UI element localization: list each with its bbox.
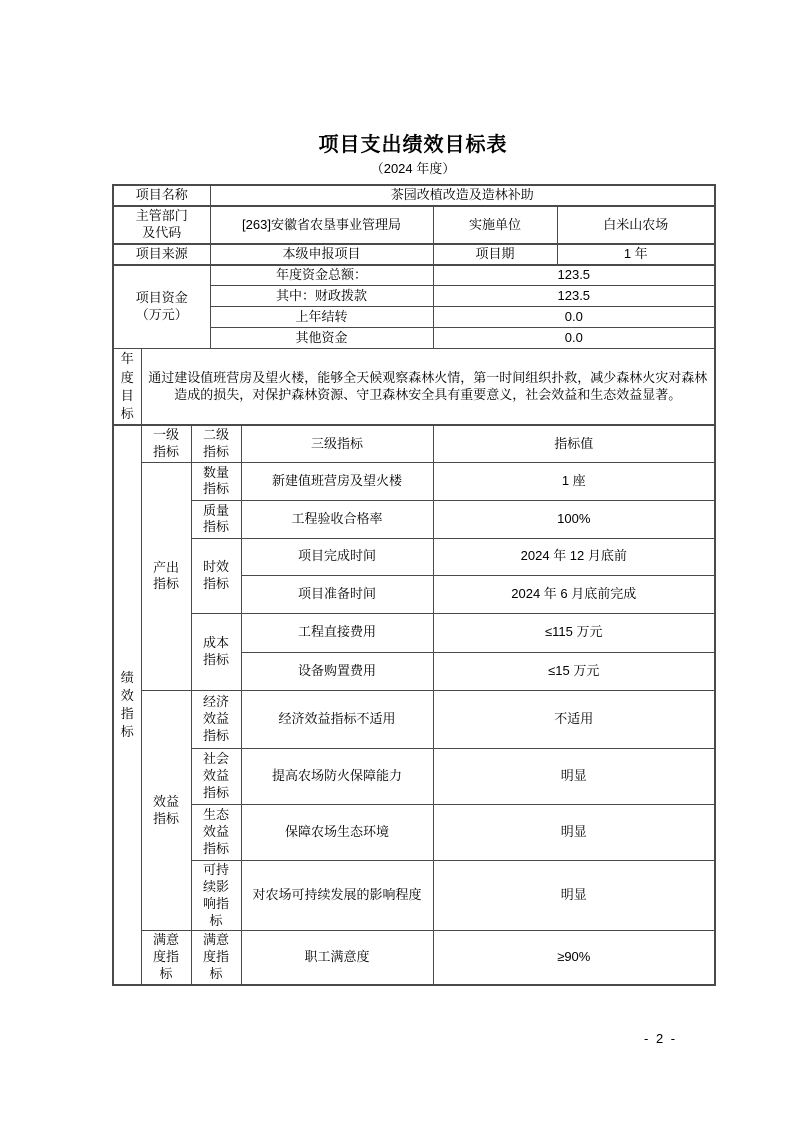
level2-social-text: 社会效益指标 [203, 751, 230, 800]
level2-quality [191, 500, 241, 538]
header-level2-text: 二级指标 [203, 427, 230, 459]
level2-sustainability [191, 860, 241, 931]
value-quantity: 1 座 [433, 462, 715, 500]
value-satisfaction: ≥90% [433, 931, 715, 985]
value-time-complete: 2024 年 12 月底前 [433, 538, 715, 575]
header-level3: 三级指标 [241, 425, 433, 462]
level2-quantity-text: 数量指标 [203, 464, 230, 497]
indicators-side-label-text: 绩效指标 [120, 669, 134, 740]
level3-satisfaction: 职工满意度 [241, 931, 433, 985]
level1-output [141, 462, 191, 690]
row-annual-goal [113, 349, 715, 425]
row-ecological [113, 804, 715, 860]
row-quality [113, 500, 715, 538]
level3-quality: 工程验收合格率 [241, 500, 433, 538]
level2-ecological-text: 生态效益指标 [203, 807, 230, 856]
row-sustainability [113, 860, 715, 931]
fund-total-label: 年度资金总额： [210, 265, 433, 286]
row-time-complete [113, 538, 715, 575]
level3-economic: 经济效益指标不适用 [241, 690, 433, 748]
level3-social: 提高农场防火保障能力 [241, 748, 433, 804]
value-sustainability: 明显 [433, 860, 715, 931]
source-value: 本级申报项目 [210, 244, 433, 265]
level1-output-text: 产出指标 [152, 559, 179, 592]
row-fund-total [113, 265, 715, 286]
department-label [113, 206, 210, 244]
project-name-label: 项目名称 [113, 185, 210, 206]
row-source [113, 244, 715, 265]
header-level1 [141, 425, 191, 462]
level3-sustainability: 对农场可持续发展的影响程度 [241, 860, 433, 931]
level3-cost-project: 工程直接费用 [241, 613, 433, 652]
level2-quality-text: 质量指标 [203, 502, 230, 535]
project-name-value: 茶园改植改造及造林补助 [210, 185, 715, 206]
level2-social [191, 748, 241, 804]
row-social [113, 748, 715, 804]
funds-label-text: 项目资金（万元） [135, 290, 188, 323]
impl-unit-label: 实施单位 [433, 206, 557, 244]
value-ecological: 明显 [433, 804, 715, 860]
level1-benefit [141, 690, 191, 931]
level2-satisfaction [191, 931, 241, 985]
value-cost-equipment: ≤15 万元 [433, 652, 715, 690]
fund-other-value: 0.0 [433, 328, 715, 349]
annual-goal-text: 通过建设值班营房及望火楼，能够全天候观察森林火情，第一时间组织扑救，减少森林火灾对森林造成的损失，对保护森林资源、守卫森林安全具有重要意义，社会效益和生态效益显著。 [141, 349, 715, 425]
level3-time-complete: 项目完成时间 [241, 538, 433, 575]
fund-fiscal-value: 123.5 [433, 286, 715, 307]
fund-total-value: 123.5 [433, 265, 715, 286]
level2-cost [191, 613, 241, 690]
funds-label [113, 265, 210, 349]
level2-ecological [191, 804, 241, 860]
row-economic [113, 690, 715, 748]
level2-economic-text: 经济效益指标 [203, 694, 230, 743]
document-subtitle: （2024 年度） [370, 161, 456, 176]
page-number: - 2 - [644, 1031, 678, 1046]
level1-benefit-text: 效益指标 [152, 793, 179, 826]
performance-target-table [112, 184, 716, 986]
document-page [112, 0, 714, 986]
level1-satisfaction-text: 满意度指标 [152, 932, 179, 982]
level2-timeliness [191, 538, 241, 613]
header-value: 指标值 [433, 425, 715, 462]
level2-satisfaction-text: 满意度指标 [203, 932, 230, 982]
level2-economic [191, 690, 241, 748]
row-quantity [113, 462, 715, 500]
level3-ecological: 保障农场生态环境 [241, 804, 433, 860]
level2-cost-text: 成本指标 [203, 635, 230, 667]
fund-other-label: 其他资金 [210, 328, 433, 349]
level3-cost-equipment: 设备购置费用 [241, 652, 433, 690]
level3-time-prepare: 项目准备时间 [241, 575, 433, 613]
row-project-name [113, 185, 715, 206]
source-label: 项目来源 [113, 244, 210, 265]
indicators-side-label [113, 425, 141, 985]
fund-carryover-label: 上年结转 [210, 307, 433, 328]
header-level2 [191, 425, 241, 462]
value-economic: 不适用 [433, 690, 715, 748]
level3-quantity: 新建值班营房及望火楼 [241, 462, 433, 500]
level2-timeliness-text: 时效指标 [203, 559, 230, 591]
level2-quantity [191, 462, 241, 500]
value-cost-project: ≤115 万元 [433, 613, 715, 652]
value-quality: 100% [433, 500, 715, 538]
fund-fiscal-label: 其中：财政拨款 [210, 286, 433, 307]
period-value: 1 年 [557, 244, 715, 265]
level1-satisfaction [141, 931, 191, 985]
row-satisfaction [113, 931, 715, 985]
fund-carryover-value: 0.0 [433, 307, 715, 328]
row-cost-project [113, 613, 715, 652]
document-title: 项目支出绩效目标表 [318, 134, 508, 156]
value-time-prepare: 2024 年 6 月底前完成 [433, 575, 715, 613]
header-level1-text: 一级指标 [152, 427, 179, 459]
row-department [113, 206, 715, 244]
impl-unit-value: 白米山农场 [557, 206, 715, 244]
department-value: [263]安徽省农垦事业管理局 [210, 206, 433, 244]
department-label-text: 主管部门及代码 [135, 208, 188, 241]
value-social: 明显 [433, 748, 715, 804]
level2-sustainability-text: 可持续影响指标 [203, 861, 230, 928]
row-indicator-header [113, 425, 715, 462]
annual-goal-label [113, 349, 141, 425]
annual-goal-label-text: 年度目标 [120, 351, 134, 421]
period-label: 项目期 [433, 244, 557, 265]
